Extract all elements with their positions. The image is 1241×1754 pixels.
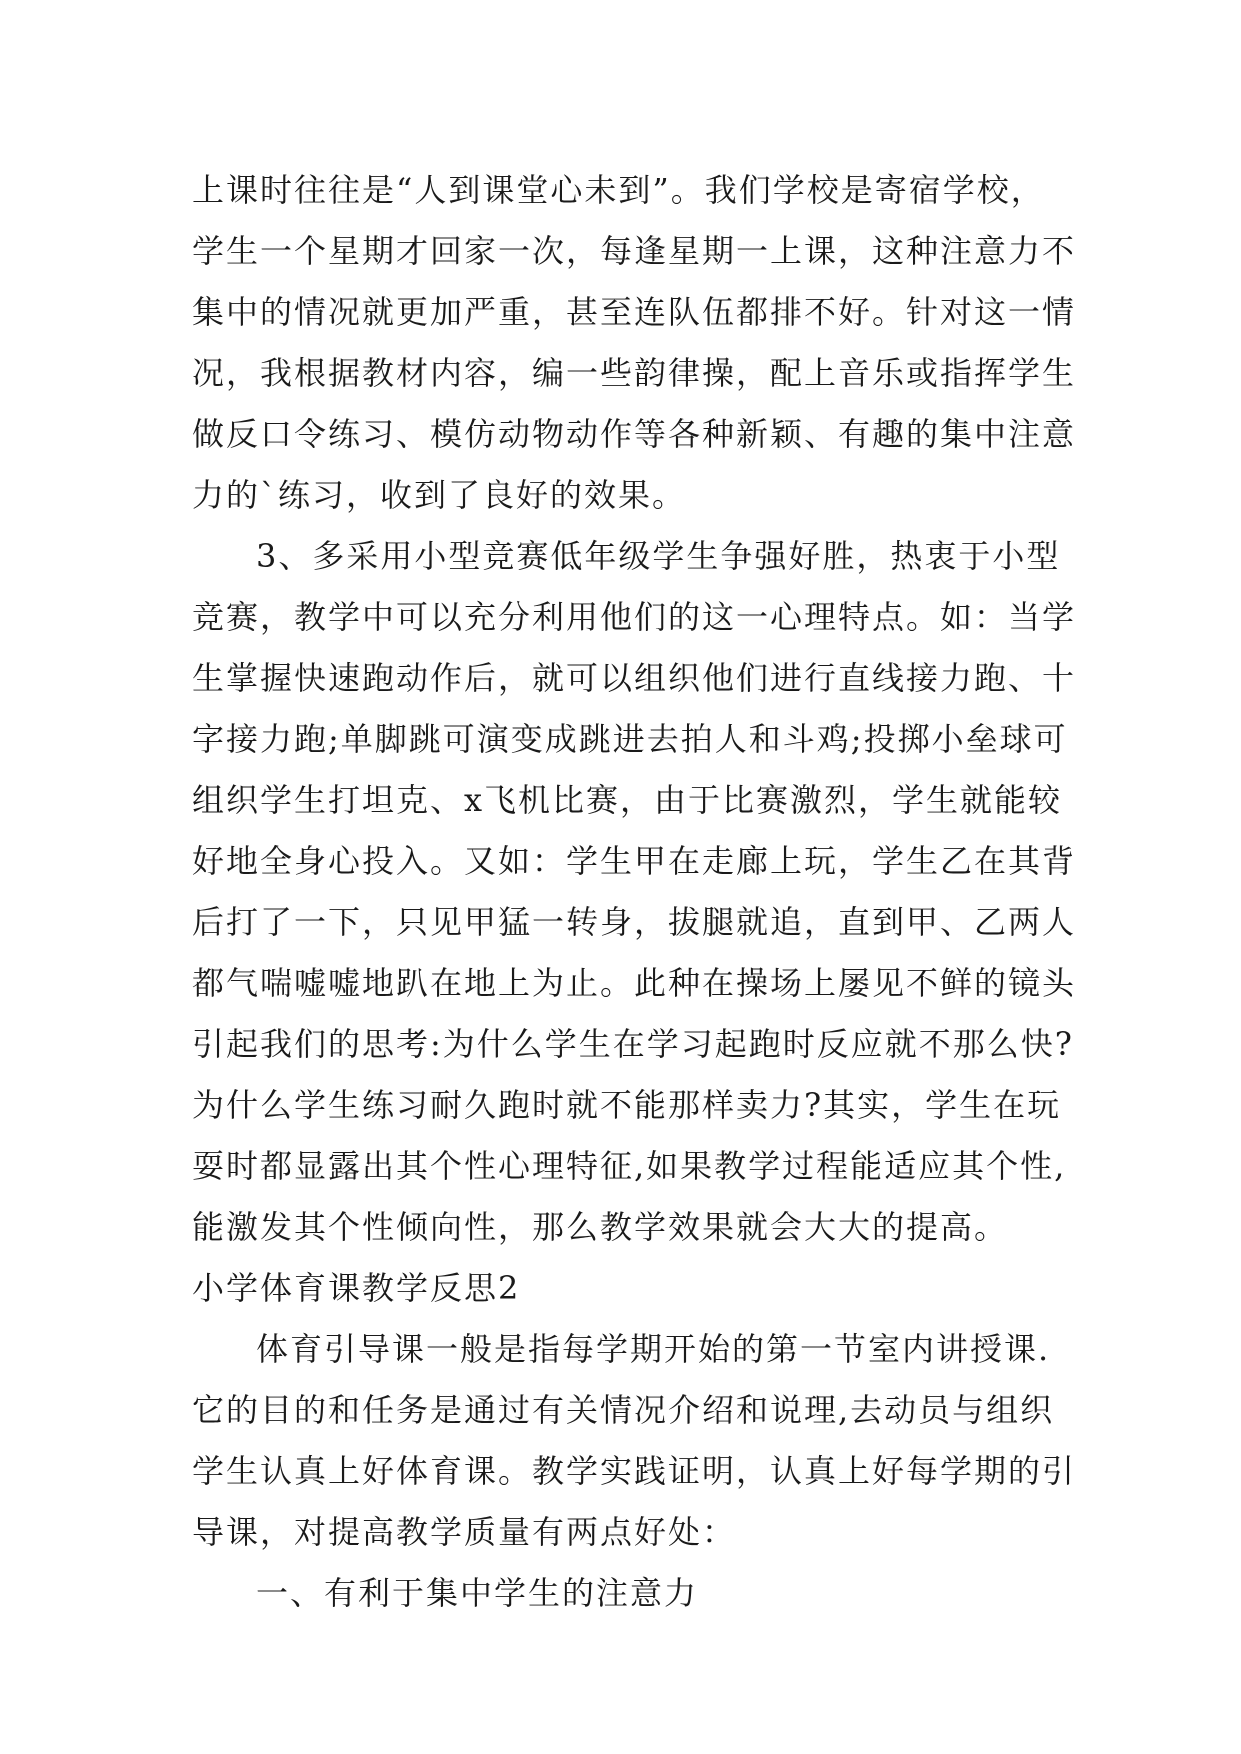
text-line: 能激发其个性倾向性，那么教学效果就会大大的提高。	[192, 1208, 1009, 1246]
text-line: 引起我们的思考:为什么学生在学习起跑时反应就不那么快?	[192, 1025, 1074, 1063]
section-heading: 小学体育课教学反思2	[192, 1269, 521, 1307]
text-line: 上课时往往是“人到课堂心未到”。我们学校是寄宿学校，	[192, 171, 1045, 209]
document-page	[192, 160, 1077, 1624]
text-line: 学生认真上好体育课。教学实践证明，认真上好每学期的引	[192, 1452, 1077, 1490]
text-line: 力的`练习，收到了良好的效果。	[192, 476, 687, 514]
text-line: 集中的情况就更加严重，甚至连队伍都排不好。针对这一情	[192, 293, 1077, 331]
text-line: 组织学生打坦克、x飞机比赛，由于比赛激烈，学生就能较	[192, 781, 1063, 819]
text-line: 做反口令练习、模仿动物动作等各种新颖、有趣的集中注意	[192, 415, 1077, 453]
text-line: 耍时都显露出其个性心理特征,如果教学过程能适应其个性,	[192, 1147, 1067, 1185]
text-line: 字接力跑;单脚跳可演变成跳进去拍人和斗鸡;投掷小垒球可	[192, 720, 1068, 758]
text-line: 都气喘嘘嘘地趴在地上为止。此种在操场上屡见不鲜的镜头	[192, 964, 1077, 1002]
text-line: 一、有利于集中学生的注意力	[256, 1574, 699, 1612]
text-line: 生掌握快速跑动作后，就可以组织他们进行直线接力跑、十	[192, 659, 1077, 697]
text-line: 它的目的和任务是通过有关情况介绍和说理,去动员与组织	[192, 1391, 1055, 1429]
text-line: 况，我根据教材内容，编一些韵律操，配上音乐或指挥学生	[192, 354, 1077, 392]
text-line: 为什么学生练习耐久跑时就不能那样卖力?其实，学生在玩	[192, 1086, 1062, 1124]
text-line: 学生一个星期才回家一次，每逢星期一上课，这种注意力不	[192, 232, 1077, 270]
text-line: 好地全身心投入。又如：学生甲在走廊上玩，学生乙在其背	[192, 842, 1077, 880]
text-line: 竞赛，教学中可以充分利用他们的这一心理特点。如：当学	[192, 598, 1077, 636]
text-line: 体育引导课一般是指每学期开始的第一节室内讲授课.	[256, 1330, 1051, 1368]
text-line: 导课，对提高教学质量有两点好处：	[192, 1513, 737, 1551]
text-line: 后打了一下，只见甲猛一转身，拔腿就追，直到甲、乙两人	[192, 903, 1077, 941]
text-line: 3、多采用小型竞赛低年级学生争强好胜，热衷于小型	[256, 537, 1061, 575]
